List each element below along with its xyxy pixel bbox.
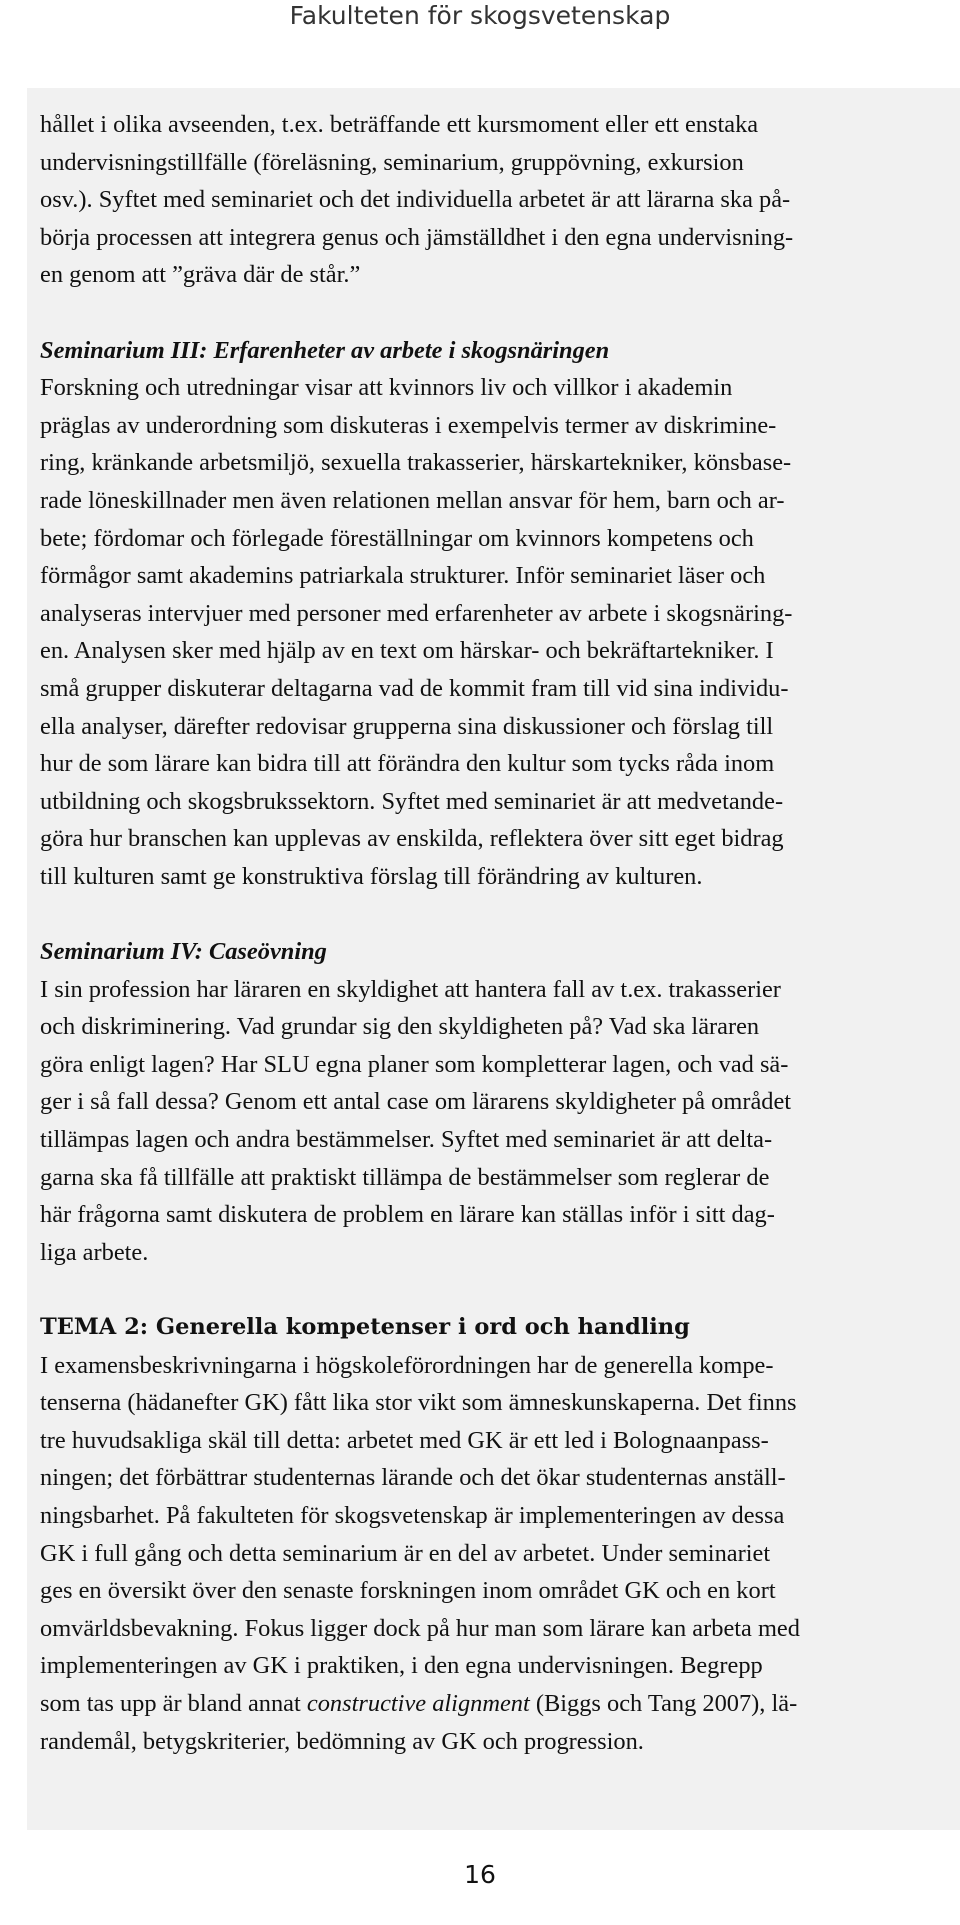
seminar-3-section: [40, 332, 920, 896]
text-line: små grupper diskuterar deltagarna vad de kommit fram till vid sina individu-: [40, 674, 789, 702]
seminar-4-heading: Seminarium IV: Caseövning: [40, 938, 327, 966]
text-line: hur de som lärare kan bidra till att förändra den kultur som tycks råda inom: [40, 750, 775, 778]
intro-paragraph: [40, 106, 920, 294]
text-line: tre huvudsakliga skäl till detta: arbetet med GK är ett led i Bolognaanpass-: [40, 1426, 769, 1454]
text-line: rade löneskillnader men även relationen mellan ansvar för hem, barn och ar-: [40, 486, 785, 514]
text-line: tillämpas lagen och andra bestämmelser. Syftet med seminariet är att delta-: [40, 1126, 773, 1154]
text-line: I examensbeskrivningarna i högskoleförordningen har de generella kompe-: [40, 1351, 774, 1379]
text-line: tenserna (hädanefter GK) fått lika stor vikt som ämneskunskaperna. Det finns: [40, 1389, 797, 1417]
running-header: Fakulteten för skogsvetenskap: [289, 1, 671, 30]
text-line: ningsbarhet. På fakulteten för skogsvetenskap är implementeringen av dessa: [40, 1501, 785, 1529]
text-line: och diskriminering. Vad grundar sig den skyldigheten på? Vad ska läraren: [40, 1013, 760, 1041]
text-line: här frågorna samt diskutera de problem en lärare kan ställas inför i sitt dag-: [40, 1201, 775, 1229]
text-line: analyseras intervjuer med personer med erfarenheter av arbete i skogsnäring-: [40, 599, 793, 627]
body-text: [40, 106, 920, 1760]
text-line: randemål, betygskriterier, bedömning av GK och progression.: [40, 1727, 644, 1755]
seminar-4-section: [40, 933, 920, 1271]
text-line: en genom att ”gräva där de står.”: [40, 261, 361, 289]
text-line: I sin profession har läraren en skyldighet att hantera fall av t.ex. trakasserier: [40, 975, 781, 1003]
text-segment: som tas upp är bland annat: [40, 1689, 307, 1717]
text-line: göra hur branschen kan upplevas av enskilda, reflektera över sitt eget bidrag: [40, 825, 784, 853]
text-line: till kulturen samt ge konstruktiva förslag till förändring av kulturen.: [40, 862, 703, 890]
text-line: garna ska få tillfälle att praktiskt tillämpa de bestämmelser som reglerar de: [40, 1163, 770, 1191]
text-line: Forskning och utredningar visar att kvinnors liv och villkor i akademin: [40, 374, 733, 402]
text-line: osv.). Syftet med seminariet och det individuella arbetet är att lärarna ska på-: [40, 186, 791, 214]
text-line: ger i så fall dessa? Genom ett antal case om lärarens skyldigheter på området: [40, 1088, 792, 1116]
text-line: en. Analysen sker med hjälp av en text om härskar- och bekräftartekniker. I: [40, 637, 774, 665]
text-line: bete; fördomar och förlegade föreställningar om kvinnors kompetens och: [40, 524, 754, 552]
text-line: ges en översikt över den senaste forskningen inom området GK och en kort: [40, 1577, 776, 1605]
text-line: GK i full gång och detta seminarium är en del av arbetet. Under seminariet: [40, 1539, 771, 1567]
text-segment: (Biggs och Tang 2007), lä-: [529, 1689, 798, 1717]
text-line: [40, 1685, 920, 1723]
text-line: ningen; det förbättrar studenternas lärande och det ökar studenternas anställ-: [40, 1464, 786, 1492]
content-panel: [27, 88, 960, 1830]
seminar-3-heading: Seminarium III: Erfarenheter av arbete i skogsnäringen: [40, 336, 610, 364]
text-line: ring, kränkande arbetsmiljö, sexuella trakasserier, härskartekniker, könsbase-: [40, 449, 792, 477]
emphasis-term: constructive alignment: [306, 1689, 530, 1717]
tema-2-heading: TEMA 2: Generella kompetenser i ord och handling: [40, 1314, 690, 1340]
text-line: implementeringen av GK i praktiken, i den egna undervisningen. Begrepp: [40, 1652, 763, 1680]
text-line: liga arbete.: [40, 1238, 149, 1266]
text-line: hållet i olika avseenden, t.ex. beträffande ett kursmoment eller ett enstaka: [40, 111, 759, 138]
text-line: göra enligt lagen? Har SLU egna planer som kompletterar lagen, och vad sä-: [40, 1050, 789, 1078]
text-line: börja processen att integrera genus och jämställdhet i den egna undervisning-: [40, 223, 794, 251]
text-line: präglas av underordning som diskuteras i exempelvis termer av diskrimine-: [40, 411, 777, 439]
text-line: omvärldsbevakning. Fokus ligger dock på hur man som lärare kan arbeta med: [40, 1614, 800, 1642]
text-line: utbildning och skogsbrukssektorn. Syftet med seminariet är att medvetande-: [40, 787, 784, 815]
page-number: 16: [464, 1860, 496, 1889]
text-line: förmågor samt akademins patriarkala strukturer. Inför seminariet läser och: [40, 562, 766, 590]
text-line: undervisningstillfälle (föreläsning, seminarium, gruppövning, exkursion: [40, 148, 744, 176]
tema-2-section: [40, 1309, 920, 1760]
text-line: ella analyser, därefter redovisar grupperna sina diskussioner och förslag till: [40, 712, 774, 740]
